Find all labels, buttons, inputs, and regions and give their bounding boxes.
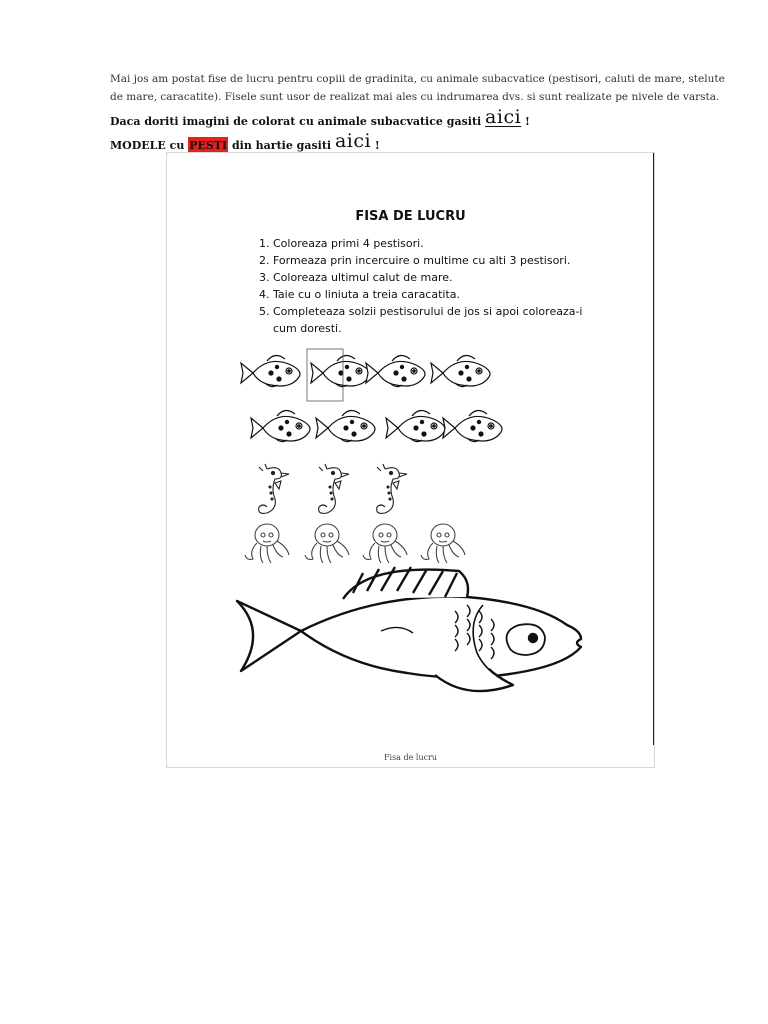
small-fish-icon <box>431 355 490 386</box>
models-aici-link[interactable]: aici <box>334 130 372 152</box>
worksheet-title: FISA DE LUCRU <box>355 209 466 224</box>
small-fish-icon <box>311 355 370 386</box>
octopus-icon <box>363 524 407 563</box>
coloring-images-line <box>110 106 530 128</box>
large-fish-icon <box>237 567 581 691</box>
instruction-number: 3. <box>259 271 270 284</box>
small-fish-icon <box>241 355 300 386</box>
models-line-suffix: ! <box>374 139 380 152</box>
seahorse-icon <box>377 464 407 513</box>
models-line-middle: din hartie gasiti <box>231 139 332 152</box>
instruction-text: Formeaza prin incercuire o multime cu alti 3 pestisori. <box>273 254 571 267</box>
worksheet-illustrations <box>167 153 656 769</box>
instruction-number: 5. <box>259 305 270 318</box>
pesti-highlight: PESTI <box>189 139 228 152</box>
figure-caption: Fisa de lucru <box>383 753 438 762</box>
small-fish-icon <box>366 355 425 386</box>
instruction-text: Completeaza solzii pestisorului de jos si apoi coloreaza-i cum doresti. <box>273 305 583 335</box>
models-line-prefix: MODELE cu <box>110 139 185 152</box>
instruction-number: 1. <box>259 237 270 250</box>
instruction-text: Coloreaza primi 4 pestisori. <box>273 237 424 250</box>
intro-paragraph: Mai jos am postat fise de lucru pentru copiii de gradinita, cu animale subacvatice (pestisori, caluti de mare, stelute de mare, caracatite). Fisele sunt usor de realizat mai ales cu indrumarea dvs. si sunt realizate pe nivele de varsta. <box>110 73 725 103</box>
instruction-number: 2. <box>259 254 270 267</box>
seahorse-icon <box>319 464 349 513</box>
coloring-aici-link[interactable]: aici <box>485 106 522 128</box>
coloring-line-prefix: Daca doriti imagini de colorat cu animale subacvatice gasiti <box>110 115 482 128</box>
small-fish-icon <box>316 410 375 441</box>
seahorse-icon <box>259 464 289 513</box>
octopus-icon <box>305 524 349 563</box>
small-fish-icon <box>386 410 445 441</box>
octopus-icon <box>421 524 465 563</box>
small-fish-icon <box>251 410 310 441</box>
instruction-text: Taie cu o liniuta a treia caracatita. <box>273 288 461 301</box>
instruction-text: Coloreaza ultimul calut de mare. <box>273 271 453 284</box>
worksheet-figure <box>166 152 655 768</box>
instruction-number: 4. <box>259 288 270 301</box>
coloring-line-suffix: ! <box>525 115 530 128</box>
small-fish-icon <box>443 410 502 441</box>
octopus-icon <box>245 524 289 563</box>
paper-models-line <box>110 130 380 152</box>
